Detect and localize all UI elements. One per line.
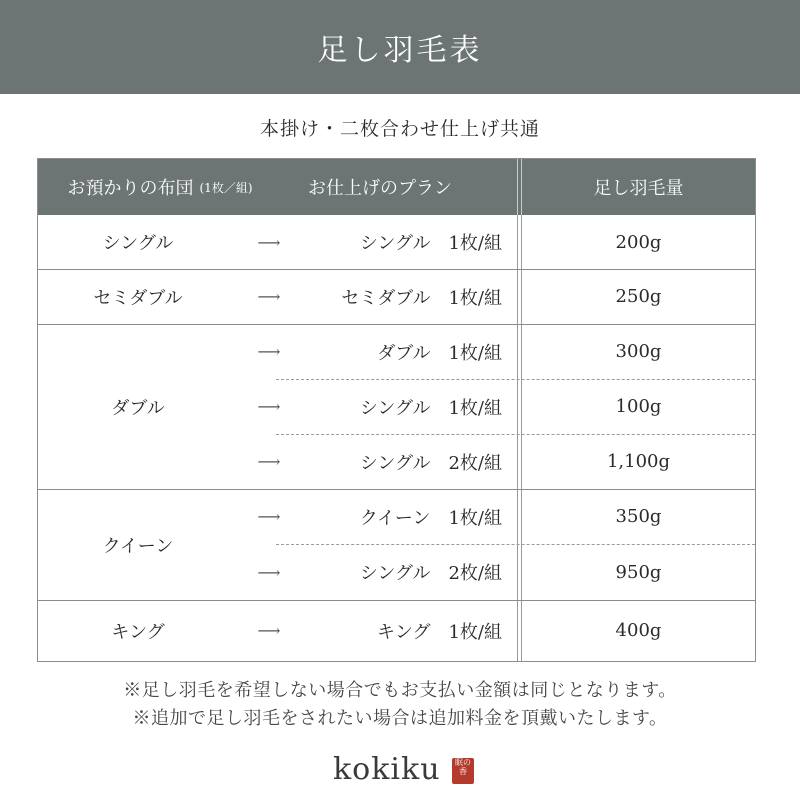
arrow-icon: ⟶ [257,287,279,306]
arrow-icon: ⟶ [257,452,279,471]
plan-cell: セミダブル 1枚/組 [341,287,502,309]
plan-cell: ダブル 1枚/組 [377,342,502,364]
amount-cell: 200g [615,231,662,253]
from-futon-king: キング [111,621,165,643]
plan-cell: シングル 1枚/組 [359,397,502,419]
amount-cell: 250g [615,286,662,307]
brand-seal-icon: 眠の香 [452,758,474,784]
note-additional-fee: ※追加で足し羽毛をされたい場合は追加料金を頂戴いたします。 [132,708,668,729]
header-plan: お仕上げのプラン [308,178,452,199]
arrow-icon: ⟶ [257,621,279,640]
amount-cell: 1,100g [606,451,671,472]
brand-logo: kokiku [333,752,441,787]
from-futon-single: シングル [102,233,174,254]
feather-table [37,158,756,662]
header-from [38,159,282,215]
plan-cell: キング 1枚/組 [377,621,502,643]
arrow-icon: ⟶ [257,342,279,361]
page-title: 足し羽毛表 [317,33,483,68]
amount-cell: 350g [615,506,662,527]
from-futon-queen: クイーン [102,535,174,557]
plan-cell: シングル 1枚/組 [359,233,502,254]
plan-cell: シングル 2枚/組 [359,563,502,584]
plan-cell: シングル 2枚/組 [359,452,502,474]
amount-cell: 950g [615,561,662,583]
from-futon-double: ダブル [111,397,165,419]
arrow-icon: ⟶ [257,562,279,582]
arrow-icon: ⟶ [257,397,279,416]
note-no-extra-charge: ※足し羽毛を希望しない場合でもお支払い金額は同じとなります。 [123,680,677,701]
header-from-note: (1枚／組) [199,180,253,195]
plan-cell: クイーン 1枚/組 [359,507,502,529]
amount-cell: 300g [615,341,662,362]
header-amount: 足し羽毛量 [593,178,684,199]
table-subtitle: 本掛け・二枚合わせ仕上げ共通 [259,118,540,140]
title-banner [0,0,800,94]
arrow-icon: ⟶ [257,507,279,526]
table-header [38,159,755,215]
header-column-divider [517,159,522,215]
amount-cell: 400g [615,620,662,641]
header-from-label: お預かりの布団 [67,178,194,199]
from-futon-semi-double: セミダブル [93,287,183,309]
amount-cell: 100g [615,396,662,417]
arrow-icon: ⟶ [257,232,279,252]
